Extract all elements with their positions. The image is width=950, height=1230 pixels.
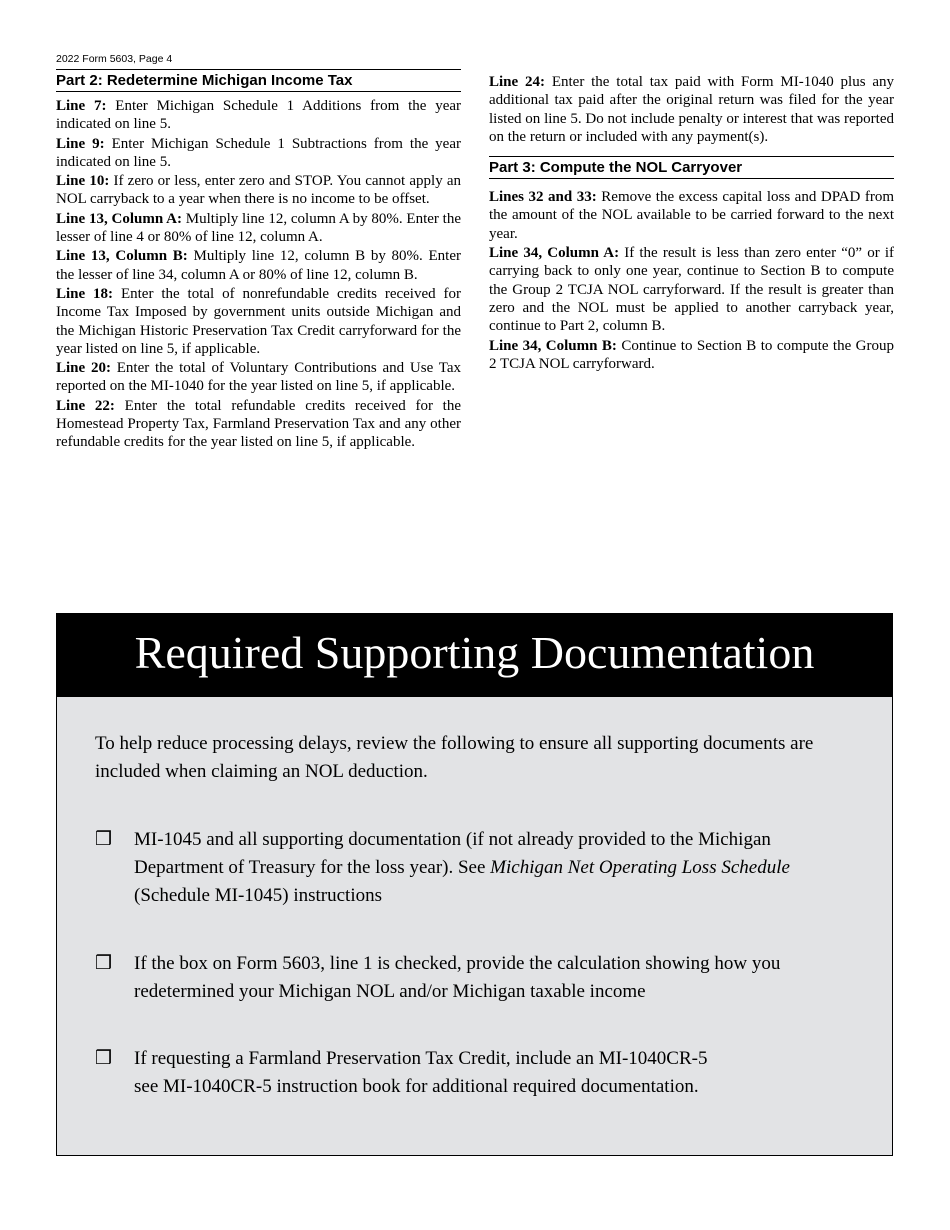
- instruction-line-9: Line 9: Enter Michigan Schedule 1 Subtractions from the year indicated on line 5.: [56, 135, 461, 170]
- instruction-line-10: Line 10: If zero or less, enter zero and STOP. You cannot apply an NOL carryback to a year when there is no income to be offset.: [56, 173, 462, 208]
- checklist-item-text: MI-1045 and all supporting documentation (if not already provided to the Michigan Department of Treasury for the loss year). See Michigan Net Operating Loss Schedule (Schedule MI-1045) instructions: [134, 829, 790, 906]
- checklist-item-redetermine: [95, 950, 855, 1006]
- instruction-line-24: Line 24: Enter the total tax paid with Form MI-1040 plus any additional tax paid after the original return was filed for the year listed on line 5. Do not include penalty or interest that was reported on the return or included with any payment(s).: [489, 74, 895, 145]
- checklist-item-text: If requesting a Farmland Preservation Tax Credit, include an MI-1040CR-5 see MI-1040CR-5 instruction book for additional required documentation.: [134, 1048, 708, 1097]
- part3-heading: Part 3: Compute the NOL Carryover: [489, 156, 894, 179]
- checklist-item-text: If the box on Form 5603, line 1 is checked, provide the calculation showing how you redetermined your Michigan NOL and/or Michigan taxable income: [134, 953, 781, 1002]
- checklist-item-farmland: [95, 1045, 855, 1101]
- checkbox-icon: ❒: [95, 1048, 113, 1069]
- instruction-line-22: Line 22: Enter the total refundable credits received for the Homestead Property Tax, Farmland Preservation Tax and any other refundable credits for the year listed on line 5, if applicable.: [56, 397, 461, 451]
- instruction-line-13b: Line 13, Column B: Multiply line 12, column B by 80%. Enter the lesser of line 34, column A or 80% of line 12, column B.: [56, 248, 461, 283]
- checklist-item-mi1045: [95, 826, 855, 910]
- instruction-line-13a: Line 13, Column A: Multiply line 12, column A by 80%. Enter the lesser of line 4 or 80% of line 12, column A.: [56, 210, 462, 246]
- supporting-docs-intro: To help reduce processing delays, review the following to ensure all supporting documents are included when claiming an NOL deduction.: [95, 733, 814, 782]
- checkbox-icon: ❒: [95, 953, 113, 974]
- instruction-line-7: Line 7: Enter Michigan Schedule 1 Additions from the year indicated on line 5.: [56, 98, 462, 133]
- supporting-docs-box: [56, 613, 893, 1156]
- checkbox-icon: ❒: [95, 829, 113, 850]
- right-column: [489, 69, 894, 374]
- instruction-line-18: Line 18: Enter the total of nonrefundable credits received for Income Tax Imposed by government units outside Michigan and the Michigan Historic Preservation Tax Credit carryforward for the year listed on line 5, if applicable.: [56, 285, 461, 357]
- instruction-line-34b: Line 34, Column B: Continue to Section B to compute the Group 2 TCJA NOL carryforward.: [489, 337, 894, 372]
- left-column: [56, 69, 461, 453]
- supporting-docs-title: Required Supporting Documentation: [57, 614, 892, 697]
- part2-heading: Part 2: Redetermine Michigan Income Tax: [56, 69, 461, 92]
- instruction-line-34a: Line 34, Column A: If the result is less than zero enter “0” or if carrying back to only one year, continue to Section B to compute the Group 2 TCJA NOL carryforward. If the result is greater than zero and the NOL must be applied to another carryback year, continue to Part 2, column B.: [489, 245, 895, 335]
- instruction-line-20: Line 20: Enter the total of Voluntary Contributions and Use Tax reported on the MI-1040 for the year listed on line 5, if applicable.: [56, 360, 462, 395]
- page-header: 2022 Form 5603, Page 4: [56, 53, 173, 65]
- instruction-lines-32-33: Lines 32 and 33: Remove the excess capital loss and DPAD from the amount of the NOL available to be carried forward to the next year.: [489, 189, 895, 242]
